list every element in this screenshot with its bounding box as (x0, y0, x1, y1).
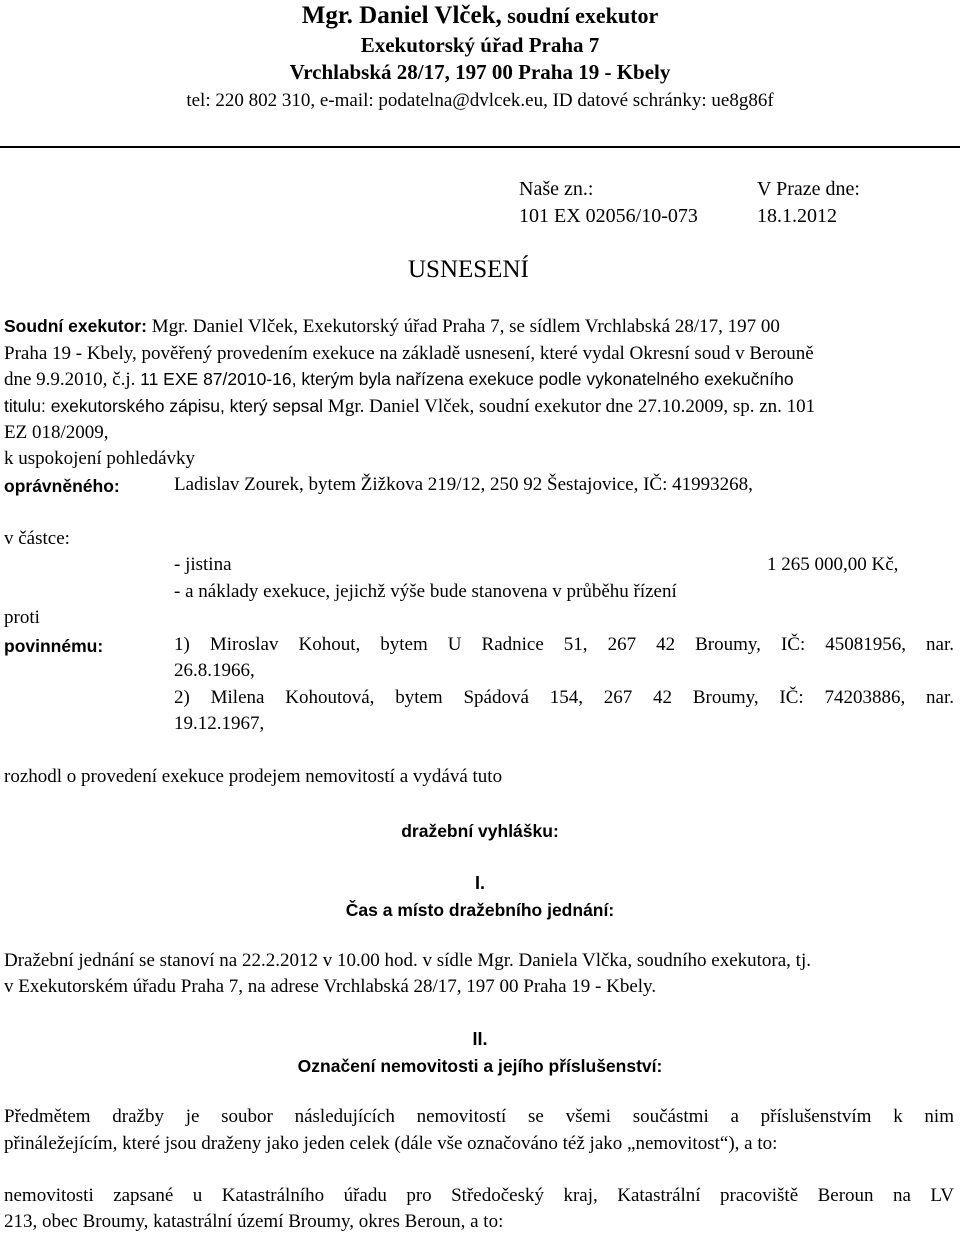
executor-name: Mgr. Daniel Vlček, (301, 2, 502, 29)
office-address: Vrchlabská 28/17, 197 00 Praha 19 - Kbely (289, 60, 671, 84)
section-2-p1-line-1: Předmětem dražby je soubor následujících nemovitostí se všemi součástmi a příslušenstvím k nim (4, 1106, 954, 1127)
header-divider (0, 146, 960, 148)
section-1-title: Čas a místo dražebního jednání: (345, 900, 615, 920)
intro-line-3 (4, 369, 794, 391)
executor-name-heading (0, 2, 960, 30)
principal-label: - jistina (174, 554, 232, 575)
intro-line-4b: Mgr. Daniel Vlček, soudní exekutor dne 27.10.2009, sp. zn. 101 (327, 396, 816, 417)
executor-text: Mgr. Daniel Vlček, Exekutorský úřad Praha 7, se sídlem Vrchlabská 28/17, 197 00 (146, 316, 780, 337)
document-title: USNESENÍ (408, 256, 529, 283)
intro-line-4 (4, 396, 815, 418)
office-name: Exekutorský úřad Praha 7 (360, 33, 600, 57)
proti-label: proti (4, 607, 40, 628)
costs-label: - a náklady exekuce, jejichž výše bude stanovena v průběhu řízení (174, 581, 677, 602)
intro-line-5: EZ 018/2009, (4, 422, 109, 443)
section-2-number: II. (472, 1029, 488, 1049)
intro-line-3a: dne 9.9.2010, č.j. (4, 369, 141, 390)
section-1-line-1: Dražební jednání se stanoví na 22.2.2012 v 10.00 hod. v sídle Mgr. Daniela Vlčka, soudního exekutora, tj. (4, 950, 811, 971)
our-ref-value: 101 EX 02056/10-073 (519, 205, 698, 227)
amount-label: v částce: (4, 528, 70, 549)
auction-title: dražební vyhlášku: (401, 821, 559, 841)
debtor-label: povinnému: (4, 636, 104, 656)
executor-label: Soudní exekutor: (4, 316, 147, 336)
debtor-1-line-1: 1) Miroslav Kohout, bytem U Radnice 51, 267 42 Broumy, IČ: 45081956, nar. (174, 634, 954, 655)
creditor-label: oprávněného: (4, 476, 120, 496)
intro-line-4a: titulu: exekutorského zápisu, který sepsal (4, 396, 328, 416)
intro-line-3b: 11 EXE 87/2010-16, kterým byla nařízena exekuce podle vykonatelného exekučního (140, 369, 794, 389)
date-label: V Praze dne: (757, 178, 860, 200)
our-ref-label: Naše zn.: (519, 178, 594, 200)
section-2-title: Označení nemovitosti a jejího příslušenství: (297, 1056, 663, 1076)
section-2-p2-line-1: nemovitosti zapsané u Katastrálního úřadu pro Středočeský kraj, Katastrální pracoviště Beroun na LV (4, 1185, 954, 1206)
section-2-p1-line-2: přináležejícím, které jsou draženy jako jeden celek (dále vše označováno též jako „nemovitost“), a to: (4, 1133, 778, 1154)
section-1-line-2: v Exekutorském úřadu Praha 7, na adrese Vrchlabská 28/17, 197 00 Praha 19 - Kbely. (4, 976, 657, 997)
executor-role: soudní exekutor (501, 3, 659, 28)
creditor-value: Ladislav Zourek, bytem Žižkova 219/12, 250 92 Šestajovice, IČ: 41993268, (174, 474, 753, 495)
intro-line-6: k uspokojení pohledávky (4, 448, 196, 469)
debtor-2-line-1: 2) Milena Kohoutová, bytem Spádová 154, 267 42 Broumy, IČ: 74203886, nar. (174, 687, 954, 708)
office-contact: tel: 220 802 310, e-mail: podatelna@dvlcek.eu, ID datové schránky: ue8g86f (186, 90, 774, 111)
section-1-number: I. (474, 873, 485, 893)
debtor-1-line-2: 26.8.1966, (174, 660, 255, 681)
intro-line-1 (4, 316, 780, 338)
decision-text: rozhodl o provedení exekuce prodejem nemovitostí a vydává tuto (4, 766, 503, 787)
date-value: 18.1.2012 (757, 205, 837, 227)
principal-value: 1 265 000,00 Kč, (767, 554, 899, 575)
debtor-2-line-2: 19.12.1967, (174, 713, 265, 734)
intro-line-2: Praha 19 - Kbely, pověřený provedením exekuce na základě usnesení, které vydal Okresní soud v Berouně (4, 343, 814, 364)
section-2-p2-line-2: 213, obec Broumy, katastrální území Broumy, okres Beroun, a to: (4, 1211, 504, 1232)
